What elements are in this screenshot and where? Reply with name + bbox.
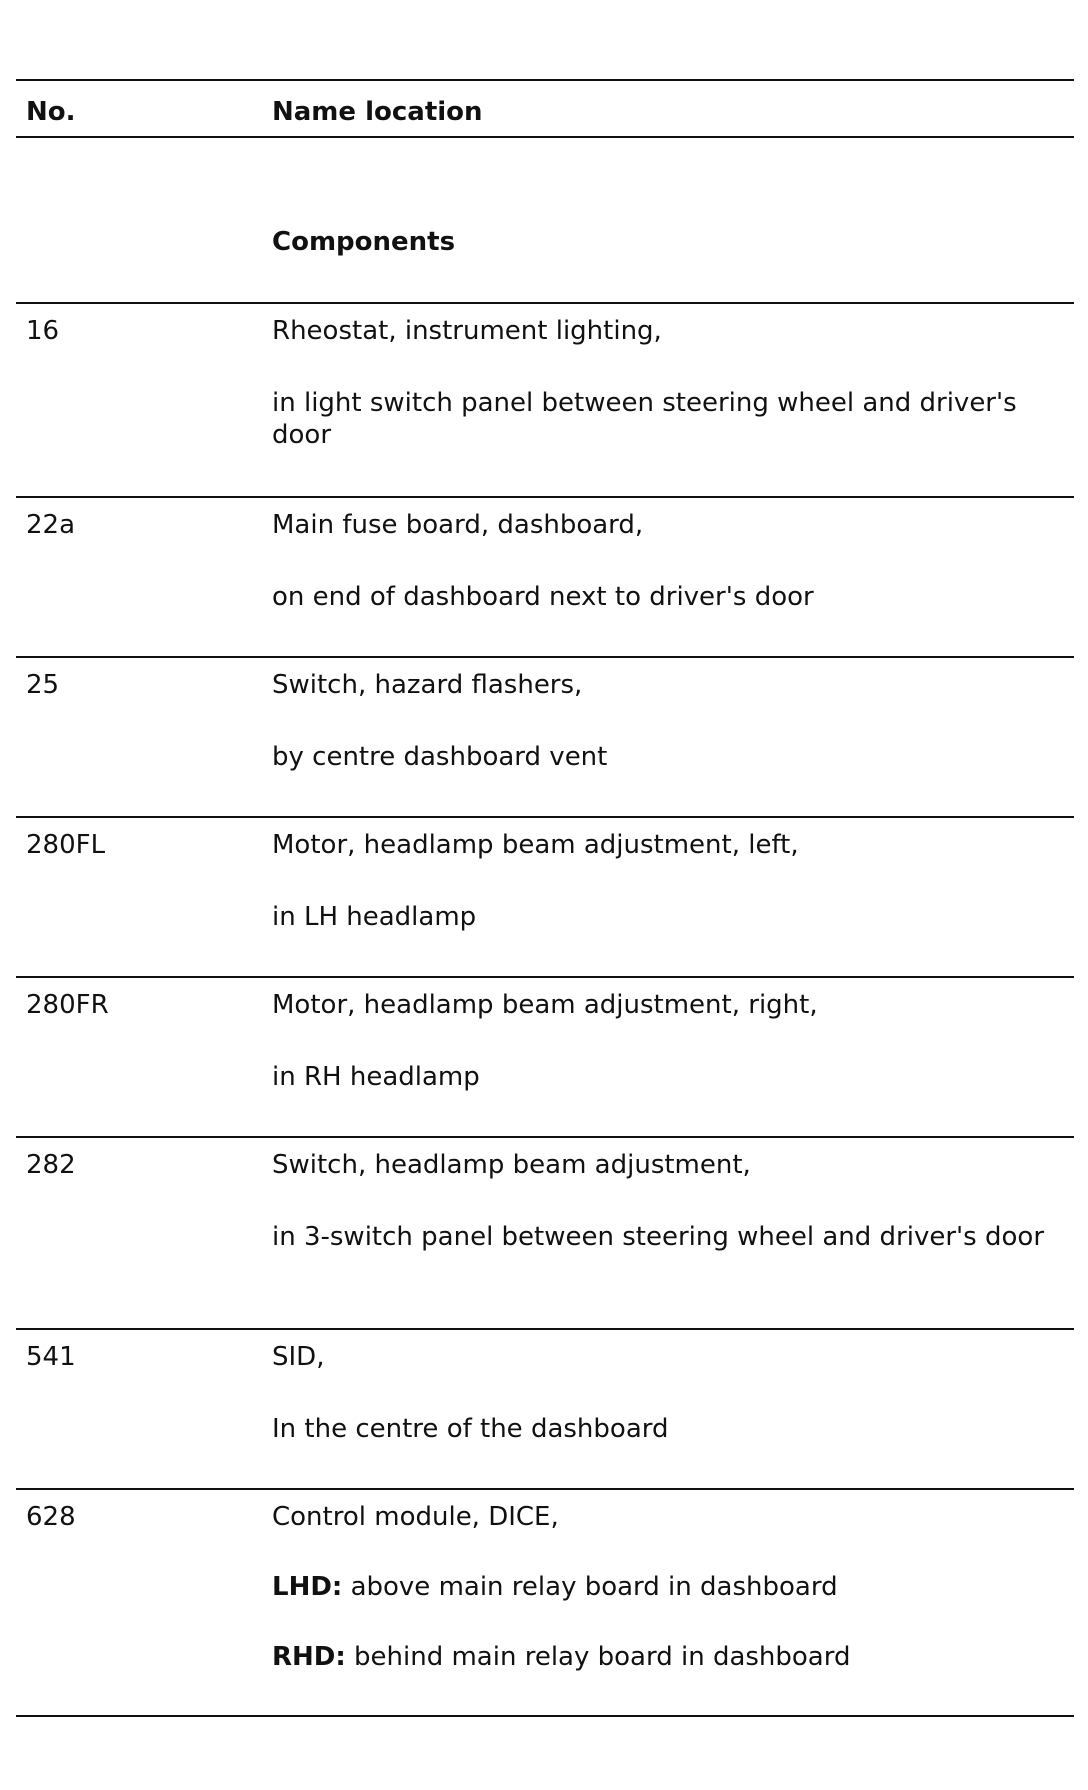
rhd-location: behind main relay board in dashboard [345, 1642, 851, 1672]
component-location: on end of dashboard next to driver's door [272, 582, 814, 612]
column-header-no: No. [26, 97, 76, 127]
component-location-lhd [272, 1571, 1072, 1603]
row-divider [16, 976, 1074, 978]
header-top-rule [16, 79, 1074, 81]
row-number: 628 [26, 1502, 76, 1532]
row-number: 280FR [26, 990, 109, 1020]
row-divider [16, 816, 1074, 818]
rhd-label: RHD: [272, 1642, 346, 1672]
component-name: Motor, headlamp beam adjustment, right, [272, 990, 818, 1020]
component-location: In the centre of the dashboard [272, 1414, 669, 1444]
component-location: in LH headlamp [272, 902, 477, 932]
lhd-location: above main relay board in dashboard [342, 1572, 838, 1602]
component-name: Motor, headlamp beam adjustment, left, [272, 830, 799, 860]
component-location: in RH headlamp [272, 1062, 480, 1092]
component-name: Switch, hazard flashers, [272, 670, 583, 700]
component-name: Main fuse board, dashboard, [272, 510, 644, 540]
header-bottom-rule [16, 136, 1074, 138]
component-name: Control module, DICE, [272, 1502, 559, 1532]
column-header-name-location: Name location [272, 97, 483, 127]
row-divider [16, 656, 1074, 658]
row-number: 16 [26, 316, 60, 346]
component-location: in 3-switch panel between steering wheel and driver's door [272, 1222, 1045, 1252]
section-title: Components [272, 227, 456, 257]
row-number: 282 [26, 1150, 76, 1180]
lhd-label: LHD: [272, 1572, 343, 1602]
row-divider [16, 302, 1074, 304]
row-number: 541 [26, 1342, 76, 1372]
row-number: 22a [26, 510, 76, 540]
row-number: 280FL [26, 830, 106, 860]
table-bottom-rule [16, 1715, 1074, 1717]
row-divider [16, 1136, 1074, 1138]
row-divider [16, 1328, 1074, 1330]
component-name: Rheostat, instrument lighting, [272, 316, 662, 346]
component-name: Switch, headlamp beam adjustment, [272, 1150, 751, 1180]
component-location: by centre dashboard vent [272, 742, 608, 772]
component-location: in light switch panel between steering wheel and driver's door [272, 388, 1017, 450]
row-divider [16, 1488, 1074, 1490]
row-number: 25 [26, 670, 60, 700]
row-divider [16, 496, 1074, 498]
component-name: SID, [272, 1342, 325, 1372]
component-location-rhd [272, 1641, 1072, 1673]
